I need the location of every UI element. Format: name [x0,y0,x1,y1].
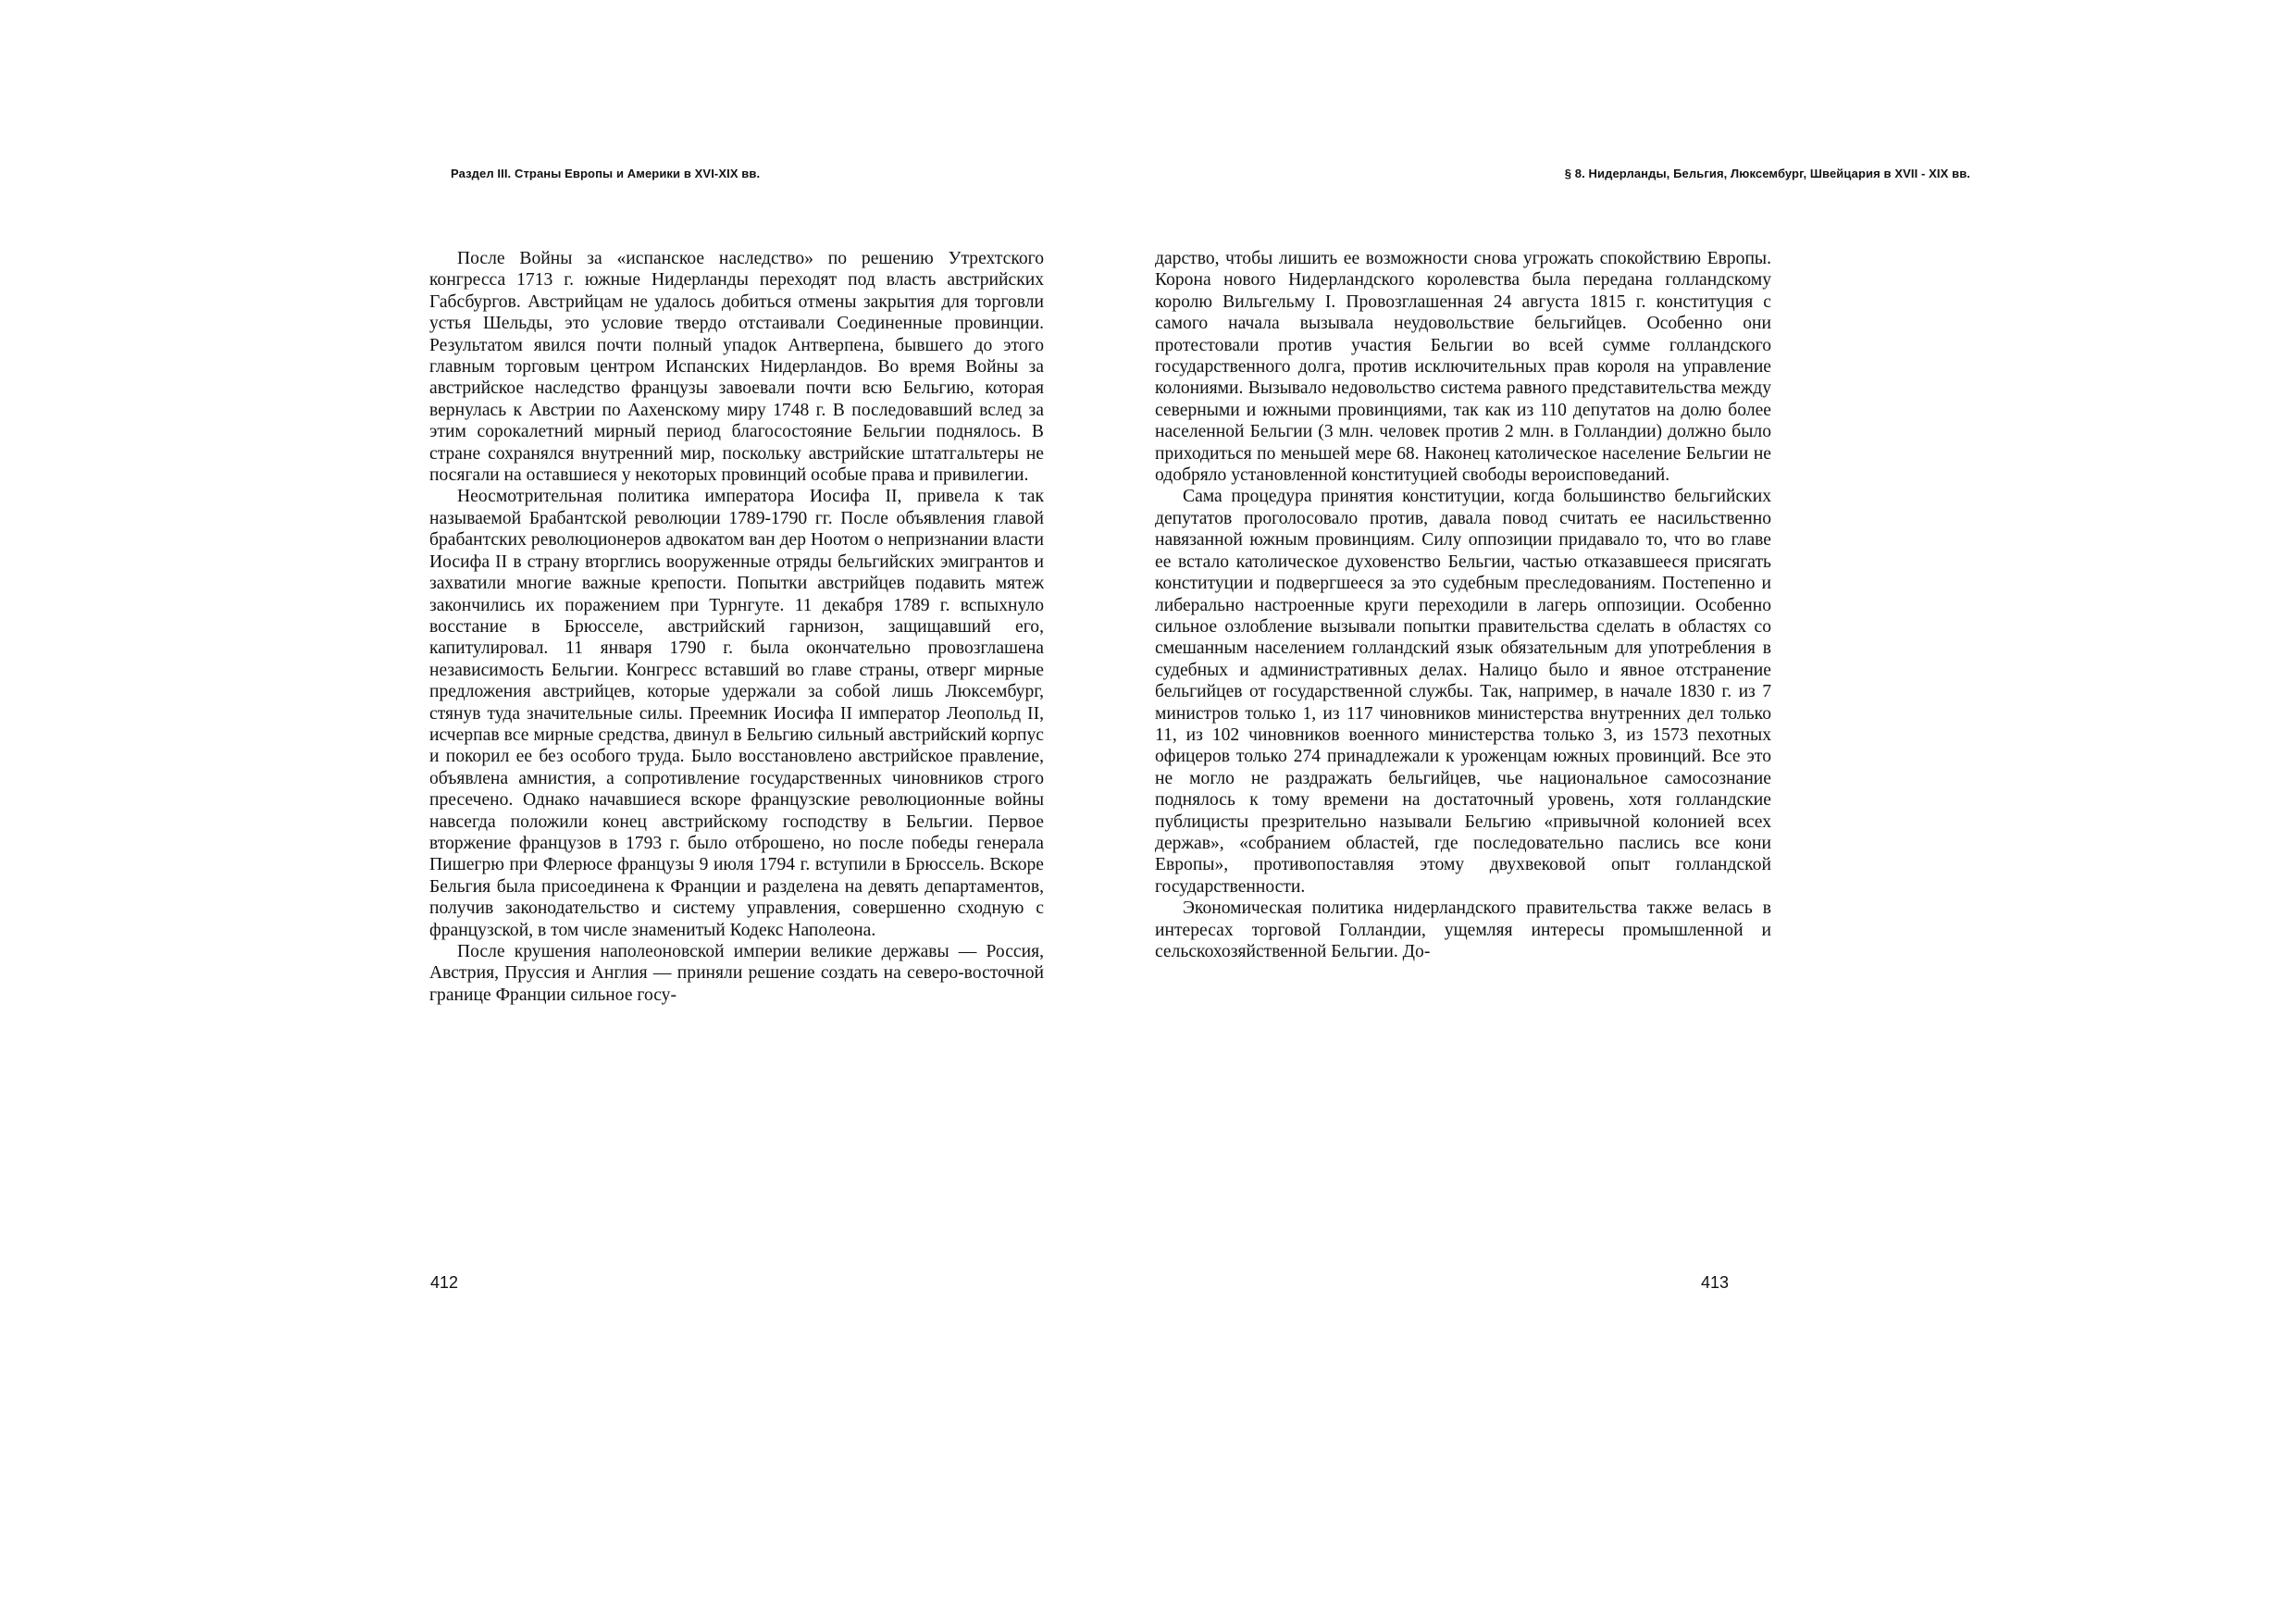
left-page-number: 412 [430,1273,459,1292]
right-running-head: § 8. Нидерланды, Бельгия, Люксембург, Швейцария в XVII - XIX вв. [1564,167,1970,180]
right-paragraph-2: Сама процедура принятия конституции, когда большинство бельгийских депутатов проголосовало против, давала повод считать ее насильственно навязанной южным провинциям. Силу оппозиции придавало то, что во главе ее встало католическое духовенство Бельгии, частью отказавшееся присягать конституции и подвергшееся за это судебным преследованиям. Постепенно и либерально настроенные круги переходили в лагерь оппозиции. Особенно сильное озлобление вызывали попытки правительства сделать в областях со смешанным населением голландский язык обязательным для употребления в судебных и административных делах. Налицо было и явное отстранение бельгийцев от государственной службы. Так, например, в начале 1830 г. из 7 министров только 1, из 117 чиновников министерства внутренних дел только 11, из 102 чиновников военного министерства только 3, из 1573 пехотных офицеров только 274 принадлежали к уроженцам южных провинций. Все это не могло не раздражать бельгийцев, чье национальное самосознание поднялось к тому времени на достаточный уровень, хотя голландские публицисты презрительно называли Бельгию «привычной колонией всех держав», «собранием областей, где последовательно паслись все кони Европы», противопоставляя этому двухвековой опыт голландской государственности. [1155,487,1771,897]
right-text-column [1155,248,1771,962]
right-page-number: 413 [1701,1273,1730,1292]
left-paragraph-2: Неосмотрительная политика императора Иосифа II, привела к так называемой Брабантской революции 1789-1790 гг. После объявления главой брабантских революционеров адвокатом ван дер Ноотом о непризнании власти Иосифа II в страну вторглись вооруженные отряды бельгийских эмигрантов и захватили многие важные крепости. Попытки австрийцев подавить мятеж закончились их поражением при Турнгуте. 11 декабря 1789 г. вспыхнуло восстание в Брюсселе, австрийский гарнизон, защищавший его, капитулировал. 11 января 1790 г. была окончательно провозглашена независимость Бельгии. Конгресс вставший во главе страны, отверг мирные предложения австрийцев, которые удержали за собой лишь Люксембург, стянув туда значительные силы. Преемник Иосифа II император Леопольд II, исчерпав все мирные средства, двинул в Бельгию сильный австрийский корпус и покорил ее без особого труда. Было восстановлено австрийское правление, объявлена амнистия, а сопротивление государственных чиновников строго пресечено. Однако начавшиеся вскоре французские революционные войны навсегда положили конец австрийскому господству в Бельгии. Первое вторжение французов в 1793 г. было отброшено, но после победы генерала Пишегрю при Флерюсе французы 9 июля 1794 г. вступили в Брюссель. Вскоре Бельгия была присоединена к Франции и разделена на девять департаментов, получив законодательство и систему управления, совершенно сходную с французской, в том числе знаменитый Кодекс Наполеона. [429,487,1044,940]
left-paragraph-3: После крушения наполеоновской империи великие державы — Россия, Австрия, Пруссия и Англия — приняли решение создать на северо-восточной границе Франции сильное госу- [429,942,1044,1005]
left-text-column [429,248,1044,1006]
left-paragraph-1: После Войны за «испанское наследство» по решению Утрехтского конгресса 1713 г. южные Нидерланды переходят под власть австрийских Габсбургов. Австрийцам не удалось добиться отмены закрытия для торговли устья Шельды, это условие твердо отстаивали Соединенные провинции. Результатом явился почти полный упадок Антверпена, бывшего до этого главным торговым центром Испанских Нидерландов. Во время Войны за австрийское наследство французы завоевали почти всю Бельгию, которая вернулась к Австрии по Аахенскому миру 1748 г. В последовавший вслед за этим сорокалетний мирный период благосостояние Бельгии поднялось. В стране сохранялся внутренний мир, поскольку австрийские штатгальтеры не посягали на оставшиеся у некоторых провинций особые права и привилегии. [429,249,1044,486]
right-paragraph-3: Экономическая политика нидерландского правительства также велась в интересах торговой Голландии, ущемляя интересы промышленной и сельскохозяйственной Бельгии. До- [1155,898,1771,961]
right-page [1148,0,2296,1623]
right-paragraph-1: дарство, чтобы лишить ее возможности снова угрожать спокойствию Европы. Корона нового Нидерландского королевства была передана голландскому королю Вильгельму I. Провозглашенная 24 августа 1815 г. конституция с самого начала вызывала неудовольствие бельгийцев. Особенно они протестовали против участия Бельгии во всей сумме голландского государственного долга, против исключительных прав короля на управление колониями. Вызывало недовольство система равного представительства между северными и южными провинциями, так как из 110 депутатов на долю более населенной Бельгии (3 млн. человек против 2 млн. в Голландии) должно было приходиться по меньшей мере 68. Наконец католическое население Бельгии не одобряло установленной конституцией свободы вероисповеданий. [1155,249,1771,486]
left-running-head: Раздел III. Страны Европы и Америки в XVI-XIX вв. [451,167,761,180]
